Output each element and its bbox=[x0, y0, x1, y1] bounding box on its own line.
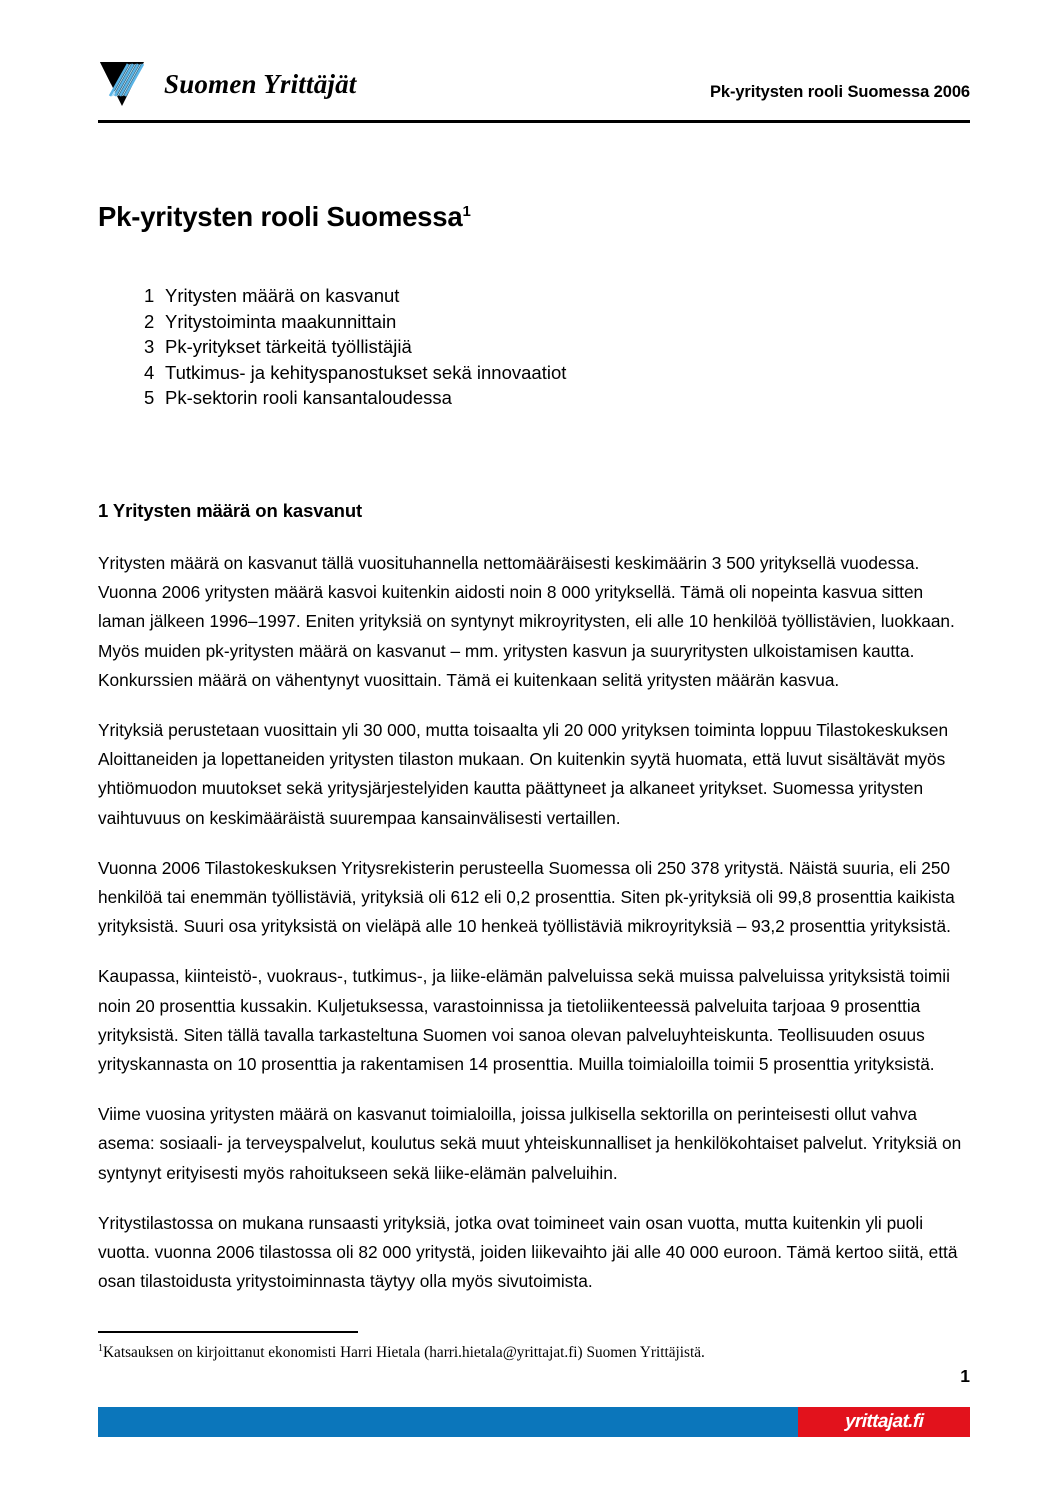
toc-item[interactable] bbox=[98, 360, 898, 386]
footer-blue-bar bbox=[98, 1407, 798, 1437]
body-paragraph: Kaupassa, kiinteistö-, vuokraus-, tutkimus-, ja liike-elämän palveluissa sekä muissa palveluissa yrityksistä toimii noin 20 prosenttia kussakin. Kuljetuksessa, varastoinnissa ja tietoliikenteessä palveluita tarjoaa 9 prosenttia yrityksistä. Siten tällä tavalla tarkasteltuna Suomen voi sanoa olevan palveluyhteiskunta. Teollisuuden osuus yrityskannasta on 10 prosenttia ja rakentamisen 14 prosenttia. Muilla toimialoilla toimii 5 prosenttia yrityksistä. bbox=[98, 966, 950, 1075]
brand bbox=[98, 60, 357, 108]
toc-item[interactable] bbox=[98, 334, 898, 360]
toc-item-number: 5 bbox=[144, 387, 155, 408]
footnote-divider bbox=[98, 1331, 358, 1333]
toc-item-label: Yritysten määrä on kasvanut bbox=[165, 285, 400, 306]
toc-item-label: Pk-sektorin rooli kansantaloudessa bbox=[165, 387, 452, 408]
footnote-marker: 1 bbox=[98, 1342, 103, 1354]
running-title: Pk-yritysten rooli Suomessa 2006 bbox=[709, 83, 970, 101]
toc-item-label: Tutkimus- ja kehityspanostukset sekä innovaatiot bbox=[165, 361, 567, 383]
title-footnote-marker: 1 bbox=[462, 203, 471, 221]
toc-item[interactable] bbox=[98, 385, 898, 411]
yrittajat-logo-text[interactable]: yrittajat.fi bbox=[844, 1411, 924, 1432]
toc-item[interactable] bbox=[98, 283, 898, 309]
page-number: 1 bbox=[960, 1366, 970, 1386]
toc-item-number: 4 bbox=[144, 361, 155, 383]
header-divider bbox=[98, 120, 970, 123]
page-title bbox=[98, 201, 471, 233]
toc-item-number: 1 bbox=[144, 285, 155, 306]
document-body bbox=[98, 500, 970, 1317]
body-paragraph: Yritysten määrä on kasvanut tällä vuosituhannella nettomääräisesti keskimäärin 3 500 yrityksellä vuodessa. Vuonna 2006 yritysten määrä kasvoi kuitenkin aidosti noin 8 000 yrityksellä. Tämä oli nopeinta kasvua sitten laman jälkeen 1996–1997. Eniten yrityksiä on syntynyt mikroyritysten, eli alle 10 henkilöä työllistävien, luokkaan. Myös muiden pk-yritysten määrä on kasvanut – mm. yritysten kasvun ja suuryritysten ulkoistamisen kautta. Konkurssien määrä on vähentynyt vuosittain. Tämä ei kuitenkaan selitä yritysten määrän kasvua. bbox=[98, 553, 955, 690]
toc-item[interactable] bbox=[98, 309, 898, 335]
toc-item-number: 2 bbox=[144, 310, 155, 332]
body-paragraph: Viime vuosina yritysten määrä on kasvanut toimialoilla, joissa julkisella sektorilla on perinteisesti ollut vahva asema: sosiaali- ja terveyspalvelut, koulutus sekä muut yhteiskunnalliset ja henkilökohtaiset palvelut. Yrityksiä on syntynyt erityisesti myös rahoitukseen sekä liike-elämän palveluihin. bbox=[98, 1104, 962, 1183]
body-paragraph: Yritystilastossa on mukana runsaasti yrityksiä, jotka ovat toimineet vain osan vuotta, mutta kuitenkin yli puoli vuotta. vuonna 2006 tilastossa oli 82 000 yritystä, joiden liikevaihto jäi alle 40 000 euroon. Tämä kertoo siitä, että osan tilastoidusta yritystoiminnasta täytyy olla myös sivutoimista. bbox=[98, 1212, 958, 1292]
toc-item-number: 3 bbox=[144, 336, 155, 357]
footnote bbox=[98, 1343, 898, 1362]
page-title-text: Pk-yritysten rooli Suomessa bbox=[98, 201, 463, 233]
page-header bbox=[98, 52, 970, 114]
toc-item-label: Pk-yritykset tärkeitä työllistäjiä bbox=[165, 336, 412, 357]
footnote-text: Katsauksen on kirjoittanut ekonomisti Harri Hietala (harri.hietala@yrittajat.fi) Suomen Yrittäjistä. bbox=[103, 1344, 705, 1361]
body-paragraph: Vuonna 2006 Tilastokeskuksen Yritysrekisterin perusteella Suomessa oli 250 378 yritystä. Näistä suuria, eli 250 henkilöä tai enemmän työllistäviä, yrityksiä oli 612 eli 0,2 prosenttia. Siten pk-yrityksiä oli 99,8 prosenttia kaikista yrityksistä. Suuri osa yrityksistä on vieläpä alle 10 henkeä työllistäviä mikroyrityksiä – 93,2 prosenttia yrityksistä. bbox=[98, 857, 955, 937]
body-paragraph: Yrityksiä perustetaan vuosittain yli 30 000, mutta toisaalta yli 20 000 yrityksen toiminta loppuu Tilastokeskuksen Aloittaneiden ja lopettaneiden yritysten tilaston mukaan. On kuitenkin syytä huomata, että luvut sisältävät myös yhtiömuodon muutokset sekä yritysjärjestelyiden kautta päättyneet ja alkaneet yritykset. Suomessa yritysten vaihtuvuus on keskimääräistä suurempaa kansainvälisesti vertaillen. bbox=[98, 720, 949, 828]
footer-red-bar bbox=[798, 1407, 970, 1437]
page-footer bbox=[98, 1407, 970, 1437]
toc-item-label: Yritystoiminta maakunnittain bbox=[165, 310, 397, 332]
triangle-stripes-logo-icon bbox=[98, 60, 154, 108]
table-of-contents bbox=[98, 283, 898, 411]
brand-name: Suomen Yrittäjät bbox=[164, 68, 357, 99]
section-heading: 1 Yritysten määrä on kasvanut bbox=[98, 500, 363, 521]
